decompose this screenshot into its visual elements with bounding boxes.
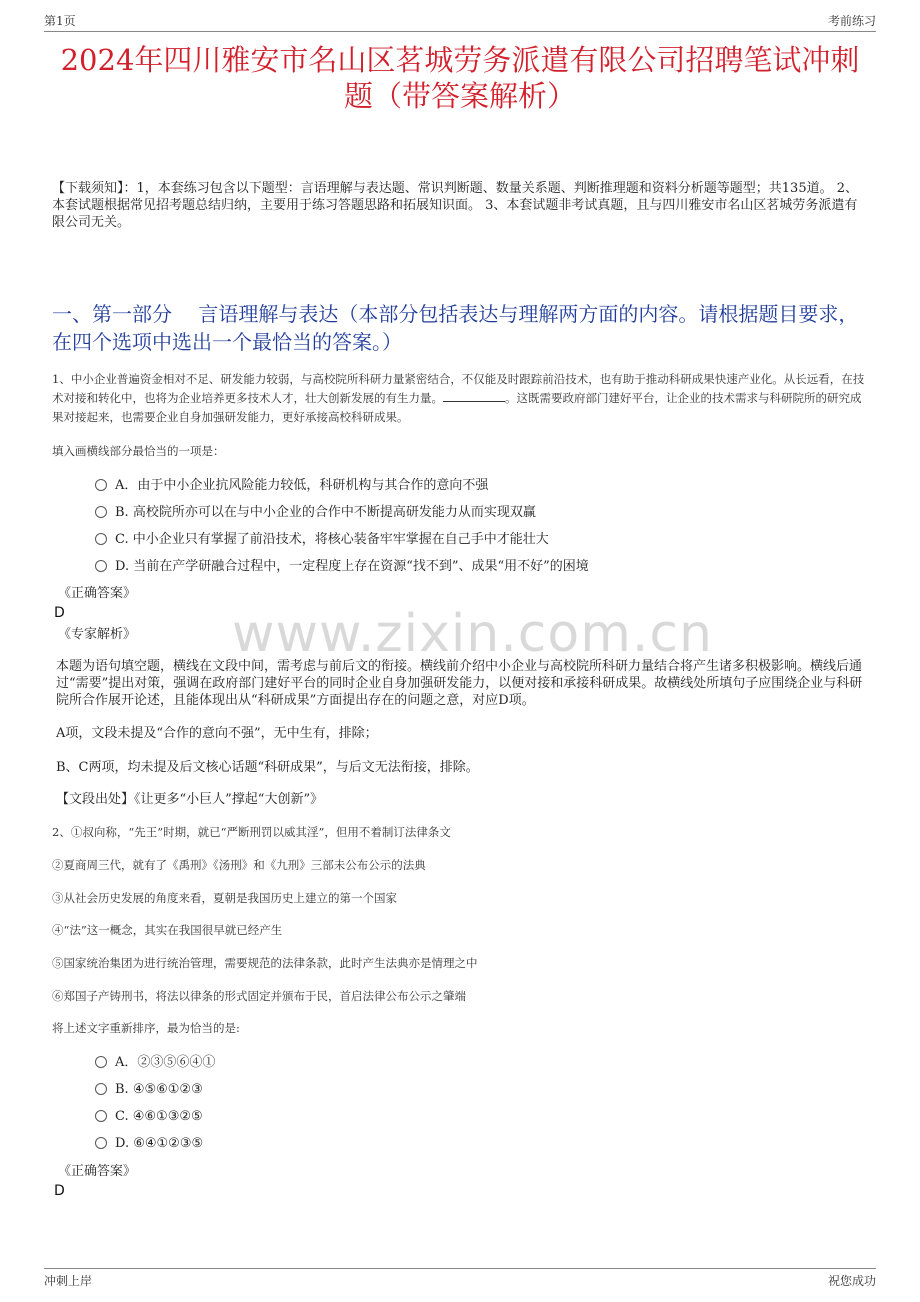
q1-answer: D <box>54 605 65 621</box>
footer-divider <box>44 1268 876 1269</box>
q1-option-c[interactable]: C. 中小企业只有掌握了前沿技术，将核心装备牢牢掌握在自己手中才能壮大 <box>95 531 549 549</box>
q1-stem-part-a: 1、中小企业普遍资金相对不足、研发能力较弱，与高校院所科研力量紧密结合，不仅能及时跟踪前沿技术，也有助于推动科研成果快速产业化。从长远看，在技术对接和转化中，也将为企业培养更多技术人才，壮大创新发展的有生力量。 <box>52 372 865 405</box>
radio-icon[interactable] <box>95 479 107 491</box>
radio-icon[interactable] <box>95 1110 107 1122</box>
q1-analysis-bc: B、C两项，均未提及后文核心话题“科研成果”，与后文无法衔接，排除。 <box>56 760 479 775</box>
q1-analysis-a: A项，文段未提及“合作的意向不强”，无中生有，排除； <box>56 726 378 741</box>
q2-option-a[interactable]: A．②③⑤⑥④① <box>95 1054 215 1072</box>
header-right-label: 考前练习 <box>827 14 876 28</box>
q2-option-c[interactable]: C. ④⑥①③②⑤ <box>95 1108 203 1126</box>
q2-answer-label: 《正确答案》 <box>58 1164 137 1179</box>
q2-item-6: ⑥郑国子产铸刑书，将法以律条的形式固定并颁布于民，首启法律公布公示之肇端 <box>52 989 466 1003</box>
q1-blank-line <box>443 390 505 402</box>
section-heading: 一、第一部分 言语理解与表达（本部分包括表达与理解两方面的内容。请根据题目要求，在四个选项中选出一个最恰当的答案。） <box>52 302 859 354</box>
q1-prompt: 填入画横线部分最恰当的一项是： <box>52 444 225 458</box>
q2-item-3: ③从社会历史发展的角度来看，夏朝是我国历史上建立的第一个国家 <box>52 891 397 905</box>
q2-option-b[interactable]: B. ④⑤⑥①②③ <box>95 1081 203 1099</box>
q1-source: 【文段出处】《让更多“小巨人”撑起“大创新”》 <box>56 792 324 807</box>
footer-right-label: 祝您成功 <box>827 1274 876 1288</box>
radio-icon[interactable] <box>95 506 107 518</box>
q2-option-d[interactable]: D. ⑥④①②③⑤ <box>95 1135 203 1153</box>
q2-item-5: ⑤国家统治集团为进行统治管理，需要规范的法律条款，此时产生法典亦是情理之中 <box>52 956 478 970</box>
title-line-2: 题（带答案解析） <box>343 79 576 113</box>
title-line-1: 2024年四川雅安市名山区茗城劳务派遣有限公司招聘笔试冲刺 <box>60 43 860 77</box>
header-divider <box>44 31 876 32</box>
q1-option-b[interactable]: B. 高校院所亦可以在与中小企业的合作中不断提高研发能力从而实现双赢 <box>95 504 536 522</box>
q1-analysis-label: 《专家解析》 <box>58 627 137 642</box>
q2-item-2: ②夏商周三代，就有了《禹刑》《汤刑》和《九刑》三部未公布公示的法典 <box>52 858 426 872</box>
q2-prompt: 将上述文字重新排序，最为恰当的是: <box>52 1021 240 1035</box>
radio-icon[interactable] <box>95 560 107 572</box>
radio-icon[interactable] <box>95 1056 107 1068</box>
watermark: www.zixin.com.cn <box>232 604 713 664</box>
footer-left-label: 冲刺上岸 <box>44 1274 93 1288</box>
page-header <box>44 10 876 30</box>
radio-icon[interactable] <box>95 1083 107 1095</box>
q1-option-a[interactable]: A．由于中小企业抗风险能力较低，科研机构与其合作的意向不强 <box>95 477 488 495</box>
q1-option-d[interactable]: D. 当前在产学研融合过程中，一定程度上存在资源“找不到”、成果“用不好”的困境 <box>95 558 589 576</box>
radio-icon[interactable] <box>95 533 107 545</box>
q1-analysis: 本题为语句填空题，横线在文段中间，需考虑与前后文的衔接。横线前介绍中小企业与高校院所科研力量结合将产生诸多积极影响。横线后通过“需要”提出对策，强调在政府部门建好平台的同时企业自身加强研发能力，以便对接和承接科研成果。故横线处所填句子应围绕企业与科研院所合作展开论述，且能体现出从“科研成果”方面提出存在的问题之意，对应D项。 <box>56 659 863 708</box>
document-title <box>44 42 876 114</box>
q1-stem <box>52 370 870 427</box>
q2-item-4: ④“法”这一概念，其实在我国很早就已经产生 <box>52 923 283 937</box>
q2-answer: D <box>54 1183 65 1199</box>
q2-item-1: 2、①叔向称，“先王”时期，就已“严断刑罚以威其淫”，但用不着制订法律条文 <box>52 825 451 839</box>
q1-answer-label: 《正确答案》 <box>58 586 137 601</box>
page-number: 第1页 <box>44 14 76 28</box>
download-notice: 【下载须知】：1，本套练习包含以下题型：言语理解与表达题、常识判断题、数量关系题、判断推理题和资料分析题等题型；共135道。 2、本套试题根据常见招考题总结归纳，主要用于练习答题思路和拓展知识面。 3、本套试题非考试真题，且与四川雅安市名山区茗城劳务派遣有限公司无关。 <box>52 181 858 230</box>
q1-stem-part-b: 。这既需要政府部门建好平台，让企业的技术需求与科研院所的研究成果对接起来，也需要企业自身加强研发能力，更好承接高校科研成果。 <box>52 391 862 424</box>
radio-icon[interactable] <box>95 1137 107 1149</box>
